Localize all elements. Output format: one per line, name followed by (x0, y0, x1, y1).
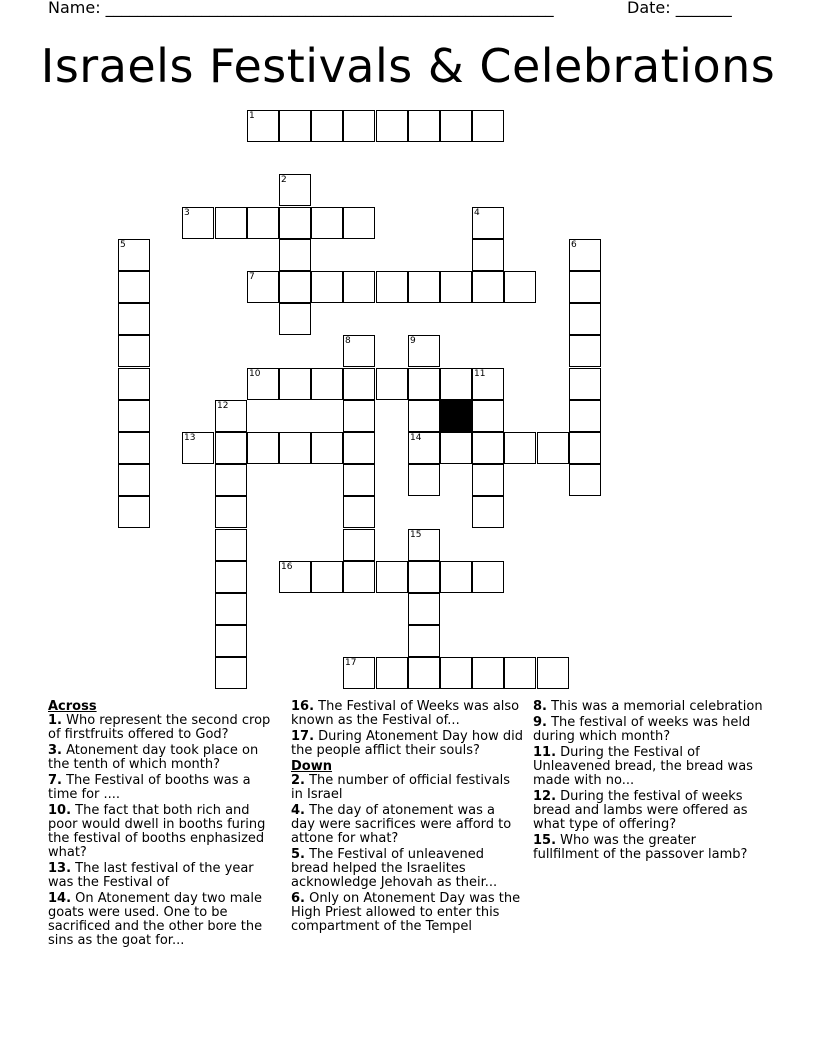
clue-text: During Atonement Day how did the people afflict their souls? (291, 729, 523, 758)
grid-cell[interactable] (118, 496, 150, 528)
grid-cell[interactable] (279, 271, 311, 303)
clue-item (291, 804, 523, 846)
clue-item (533, 746, 763, 788)
grid-cell[interactable] (343, 529, 375, 561)
cell-number: 3 (184, 208, 190, 218)
clue-item (291, 730, 523, 758)
grid-cell[interactable] (343, 496, 375, 528)
clue-text: Atonement day took place on the tenth of which month? (48, 743, 259, 772)
clue-item (533, 790, 763, 832)
clue-number: 10. (48, 803, 72, 818)
grid-cell[interactable] (472, 657, 504, 689)
clue-number: 1. (48, 713, 62, 728)
cell-number: 16 (281, 562, 293, 572)
grid-cell[interactable] (215, 400, 247, 432)
clue-item (291, 700, 523, 728)
clue-item (291, 892, 523, 934)
clue-number: 15. (533, 833, 557, 848)
grid-cell[interactable] (247, 271, 279, 303)
cell-number: 13 (184, 433, 196, 443)
grid-cell[interactable] (279, 368, 311, 400)
grid-cell[interactable] (537, 432, 569, 464)
clue-text: The Festival of booths was a time for .... (48, 773, 251, 802)
clue-text: The day of atonement was a day were sacrifices were afford to attone for what? (291, 803, 512, 846)
grid-cell[interactable] (408, 657, 440, 689)
grid-cell[interactable] (408, 432, 440, 464)
name-field[interactable]: Name: ________________________________________________________ (48, 0, 554, 17)
grid-cell[interactable] (440, 561, 472, 593)
clue-text: During the festival of weeks bread and lambs were offered as what type of offering? (533, 789, 748, 832)
grid-cell[interactable] (311, 207, 343, 239)
grid-cell[interactable] (279, 303, 311, 335)
cell-number: 6 (571, 240, 577, 250)
grid-cell[interactable] (569, 239, 601, 271)
grid-cell[interactable] (279, 110, 311, 142)
cell-number: 7 (249, 272, 255, 282)
clue-item (48, 892, 274, 948)
clue-text: The last festival of the year was the Festival of (48, 861, 254, 890)
clue-text: During the Festival of Unleavened bread, the bread was made with no... (533, 745, 753, 788)
grid-cell[interactable] (215, 561, 247, 593)
grid-cell[interactable] (279, 239, 311, 271)
clue-number: 8. (533, 699, 547, 714)
grid-cell[interactable] (408, 335, 440, 367)
grid-cell[interactable] (215, 529, 247, 561)
grid-cell[interactable] (311, 368, 343, 400)
clue-item (48, 862, 274, 890)
grid-cell[interactable] (537, 657, 569, 689)
page-title: Israels Festivals & Celebrations (40, 39, 776, 93)
clue-item (48, 804, 274, 860)
grid-cell[interactable] (247, 368, 279, 400)
cell-number: 9 (410, 336, 416, 346)
across-clue-list-continued (291, 700, 523, 758)
clue-item (533, 716, 763, 744)
grid-cell[interactable] (118, 432, 150, 464)
cell-number: 8 (345, 336, 351, 346)
cell-number: 11 (474, 369, 486, 379)
grid-cell[interactable] (472, 464, 504, 496)
clue-text: This was a memorial celebration (546, 699, 763, 714)
grid-cell[interactable] (569, 303, 601, 335)
grid-cell[interactable] (472, 561, 504, 593)
across-heading: Across (48, 699, 97, 714)
grid-cell[interactable] (408, 110, 440, 142)
clue-text: The festival of weeks was held during which month? (533, 715, 751, 744)
clue-text: The Festival of unleavened bread helped the Israelites acknowledge Jehovah as their... (291, 847, 498, 890)
grid-cell[interactable] (118, 335, 150, 367)
grid-cell[interactable] (182, 432, 214, 464)
clue-item (533, 700, 763, 714)
grid-cell[interactable] (408, 464, 440, 496)
cell-number: 10 (249, 369, 261, 379)
grid-cell[interactable] (279, 432, 311, 464)
clue-number: 6. (291, 891, 305, 906)
grid-cell[interactable] (215, 625, 247, 657)
grid-cell[interactable] (311, 561, 343, 593)
down-heading: Down (291, 759, 332, 774)
grid-cell[interactable] (343, 464, 375, 496)
grid-cell[interactable] (376, 110, 408, 142)
grid-cell[interactable] (343, 110, 375, 142)
clue-item (48, 714, 274, 742)
grid-cell[interactable] (408, 271, 440, 303)
grid-cell[interactable] (440, 432, 472, 464)
grid-cell[interactable] (215, 432, 247, 464)
grid-cell[interactable] (215, 593, 247, 625)
grid-cell[interactable] (408, 400, 440, 432)
grid-cell[interactable] (279, 207, 311, 239)
grid-cell[interactable] (247, 110, 279, 142)
cell-number: 1 (249, 111, 255, 121)
grid-cell[interactable] (472, 496, 504, 528)
grid-cell[interactable] (472, 400, 504, 432)
clue-number: 3. (48, 743, 62, 758)
grid-cell[interactable] (118, 368, 150, 400)
clue-number: 17. (291, 729, 315, 744)
clue-text: The Festival of Weeks was also known as the Festival of... (291, 699, 520, 728)
grid-cell[interactable] (472, 271, 504, 303)
grid-cell[interactable] (472, 368, 504, 400)
grid-cell[interactable] (472, 239, 504, 271)
clue-item (48, 774, 274, 802)
clue-number: 4. (291, 803, 305, 818)
grid-cell[interactable] (569, 464, 601, 496)
grid-cell[interactable] (279, 561, 311, 593)
clue-item (291, 848, 523, 890)
cell-number: 2 (281, 175, 287, 185)
grid-cell[interactable] (343, 561, 375, 593)
grid-cell[interactable] (215, 496, 247, 528)
cell-number: 5 (120, 240, 126, 250)
grid-cell[interactable] (472, 110, 504, 142)
grid-cell[interactable] (376, 271, 408, 303)
clue-number: 7. (48, 773, 62, 788)
grid-cell[interactable] (118, 239, 150, 271)
cell-number: 12 (217, 401, 229, 411)
grid-cell[interactable] (440, 657, 472, 689)
grid-cell[interactable] (215, 464, 247, 496)
grid-cell[interactable] (343, 207, 375, 239)
grid-cell[interactable] (118, 271, 150, 303)
down-clue-list (291, 774, 523, 934)
grid-cell[interactable] (376, 657, 408, 689)
grid-cell[interactable] (408, 593, 440, 625)
grid-cell[interactable] (504, 432, 536, 464)
grid-cell[interactable] (247, 207, 279, 239)
grid-cell[interactable] (472, 207, 504, 239)
grid-cell[interactable] (569, 335, 601, 367)
grid-cell[interactable] (408, 625, 440, 657)
clue-number: 16. (291, 699, 315, 714)
grid-cell[interactable] (343, 657, 375, 689)
clue-number: 5. (291, 847, 305, 862)
grid-cell[interactable] (408, 561, 440, 593)
grid-cell[interactable] (343, 271, 375, 303)
grid-cell[interactable] (182, 207, 214, 239)
grid-cell[interactable] (569, 271, 601, 303)
cell-number: 4 (474, 208, 480, 218)
clue-number: 11. (533, 745, 557, 760)
grid-cell[interactable] (472, 432, 504, 464)
grid-cell[interactable] (279, 174, 311, 206)
grid-cell[interactable] (440, 271, 472, 303)
grid-cell[interactable] (343, 368, 375, 400)
grid-cell[interactable] (343, 335, 375, 367)
date-field[interactable]: Date: _______ (627, 0, 732, 17)
clue-item (291, 774, 523, 802)
black-cell (440, 400, 472, 432)
clue-number: 13. (48, 861, 72, 876)
grid-cell[interactable] (569, 432, 601, 464)
grid-cell[interactable] (311, 432, 343, 464)
grid-cell[interactable] (311, 271, 343, 303)
grid-cell[interactable] (311, 110, 343, 142)
clue-text: On Atonement day two male goats were used. One to be sacrificed and the other bore the sins as the goat for... (48, 891, 263, 948)
clue-number: 9. (533, 715, 547, 730)
clue-text: The fact that both rich and poor would dwell in booths furing the festival of booths enphasized what? (48, 803, 266, 860)
grid-cell[interactable] (504, 271, 536, 303)
across-clue-list (48, 714, 274, 948)
grid-cell[interactable] (408, 368, 440, 400)
clues-column-1 (48, 700, 274, 950)
grid-cell[interactable] (408, 529, 440, 561)
grid-cell[interactable] (343, 400, 375, 432)
grid-cell[interactable] (440, 110, 472, 142)
grid-cell[interactable] (118, 303, 150, 335)
grid-cell[interactable] (569, 400, 601, 432)
grid-cell[interactable] (569, 368, 601, 400)
grid-cell[interactable] (343, 432, 375, 464)
grid-cell[interactable] (215, 207, 247, 239)
clue-number: 2. (291, 773, 305, 788)
clue-item (533, 834, 763, 862)
grid-cell[interactable] (215, 657, 247, 689)
grid-cell[interactable] (247, 432, 279, 464)
clue-number: 12. (533, 789, 557, 804)
clue-item (48, 744, 274, 772)
grid-cell[interactable] (376, 561, 408, 593)
grid-cell[interactable] (504, 657, 536, 689)
down-clue-list-continued (533, 700, 763, 862)
grid-cell[interactable] (440, 368, 472, 400)
cell-number: 17 (345, 658, 357, 668)
clue-text: Only on Atonement Day was the High Priest allowed to enter this compartment of the Tempel (291, 891, 521, 934)
clues-column-2 (291, 700, 523, 936)
cell-number: 14 (410, 433, 422, 443)
clue-text: Who represent the second crop of firstfruits offered to God? (48, 713, 271, 742)
grid-cell[interactable] (118, 400, 150, 432)
clues-column-3 (533, 700, 763, 864)
grid-cell[interactable] (376, 368, 408, 400)
clue-number: 14. (48, 891, 72, 906)
clue-text: Who was the greater fullfilment of the passover lamb? (533, 833, 748, 862)
grid-cell[interactable] (118, 464, 150, 496)
cell-number: 15 (410, 530, 422, 540)
clue-text: The number of official festivals in Israel (291, 773, 511, 802)
